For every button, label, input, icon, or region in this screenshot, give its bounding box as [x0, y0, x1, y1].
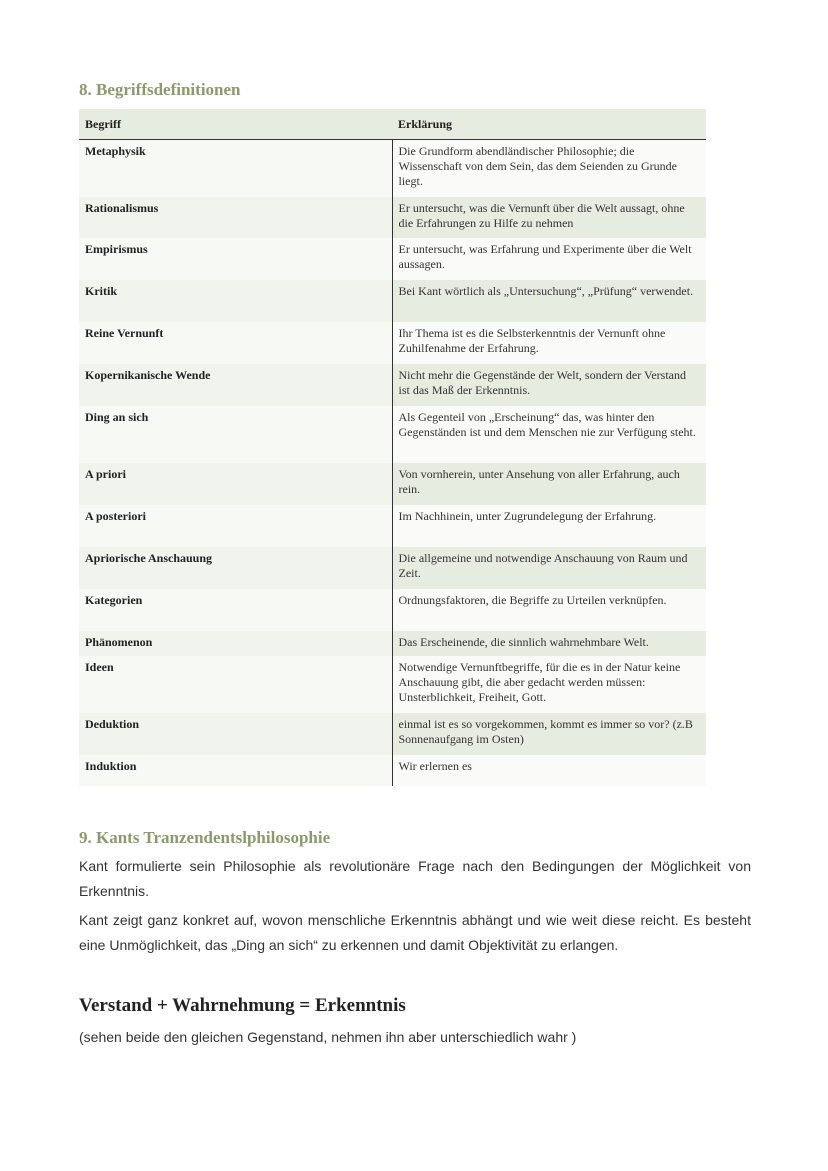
explanation-cell: Er untersucht, was Erfahrung und Experimente über die Welt aussagen. [392, 238, 706, 280]
table-row [79, 322, 706, 364]
term-cell: Phänomenon [79, 631, 392, 656]
term-cell: Kopernikanische Wende [79, 364, 392, 406]
table-row [79, 631, 706, 656]
table-row [79, 140, 706, 197]
paragraph-1: Kant formulierte sein Philosophie als revolutionäre Frage nach den Bedingungen der Möglichkeit von Erkenntnis. [79, 858, 751, 899]
table-row [79, 547, 706, 589]
table-row [79, 197, 706, 238]
table-header-row [79, 109, 706, 140]
table-row [79, 589, 706, 631]
definitions-table-body [79, 140, 706, 786]
term-cell: Rationalismus [79, 197, 392, 238]
term-cell: Kategorien [79, 589, 392, 631]
explanation-cell: Notwendige Vernunftbegriffe, für die es in der Natur keine Anschauung gibt, die aber gedacht werden müssen: Unsterblichkeit, Freiheit, Gott. [392, 656, 706, 713]
term-cell: Ding an sich [79, 406, 392, 463]
table-row [79, 463, 706, 505]
explanation-cell: Ihr Thema ist es die Selbsterkenntnis der Vernunft ohne Zuhilfenahme der Erfahrung. [392, 322, 706, 364]
explanation-cell: Nicht mehr die Gegenstände der Welt, sondern der Verstand ist das Maß der Erkenntnis. [392, 364, 706, 406]
explanation-cell: Wir erlernen es [392, 755, 706, 786]
term-cell: Ideen [79, 656, 392, 713]
table-row [79, 713, 706, 755]
formula-heading: Verstand + Wahrnehmung = Erkenntnis [79, 995, 406, 1016]
table-row [79, 280, 706, 322]
term-cell: Kritik [79, 280, 392, 322]
explanation-cell: Die Grundform abendländischer Philosophie; die Wissenschaft von dem Sein, das dem Seienden zu Grunde liegt. [392, 140, 706, 197]
column-header-term: Begriff [79, 109, 392, 140]
term-cell: Apriorische Anschauung [79, 547, 392, 589]
table-row [79, 364, 706, 406]
table-row [79, 505, 706, 547]
table-row [79, 656, 706, 713]
term-cell: A priori [79, 463, 392, 505]
section-9-heading: 9. Kants Tranzendentslphilosophie [79, 828, 331, 847]
explanation-cell: Von vornherein, unter Ansehung von aller Erfahrung, auch rein. [392, 463, 706, 505]
explanation-cell: Ordnungsfaktoren, die Begriffe zu Urteilen verknüpfen. [392, 589, 706, 631]
explanation-cell: Das Erscheinende, die sinnlich wahrnehmbare Welt. [392, 631, 706, 656]
table-row [79, 755, 706, 786]
term-cell: Induktion [79, 755, 392, 786]
term-cell: A posteriori [79, 505, 392, 547]
term-cell: Deduktion [79, 713, 392, 755]
paragraph-2: Kant zeigt ganz konkret auf, wovon menschliche Erkenntnis abhängt und wie weit diese reicht. Es besteht eine Unmöglichkeit, das „Ding an sich“ zu erkennen und damit Objektivität zu erlangen. [79, 912, 751, 953]
explanation-cell: Als Gegenteil von „Erscheinung“ das, was hinter den Gegenständen ist und dem Menschen nie zur Verfügung steht. [392, 406, 706, 463]
section-8-heading: 8. Begriffsdefinitionen [79, 80, 241, 99]
term-cell: Metaphysik [79, 140, 392, 197]
term-cell: Empirismus [79, 238, 392, 280]
table-row [79, 406, 706, 463]
definitions-table [79, 109, 706, 786]
formula-note: (sehen beide den gleichen Gegenstand, nehmen ihn aber unterschiedlich wahr ) [79, 1029, 577, 1045]
column-header-explanation: Erklärung [392, 109, 706, 140]
explanation-cell: einmal ist es so vorgekommen, kommt es immer so vor? (z.B Sonnenaufgang im Osten) [392, 713, 706, 755]
explanation-cell: Die allgemeine und notwendige Anschauung von Raum und Zeit. [392, 547, 706, 589]
explanation-cell: Im Nachhinein, unter Zugrundelegung der Erfahrung. [392, 505, 706, 547]
term-cell: Reine Vernunft [79, 322, 392, 364]
explanation-cell: Bei Kant wörtlich als „Untersuchung“, „Prüfung“ verwendet. [392, 280, 706, 322]
table-row [79, 238, 706, 280]
explanation-cell: Er untersucht, was die Vernunft über die Welt aussagt, ohne die Erfahrungen zu Hilfe zu nehmen [392, 197, 706, 238]
